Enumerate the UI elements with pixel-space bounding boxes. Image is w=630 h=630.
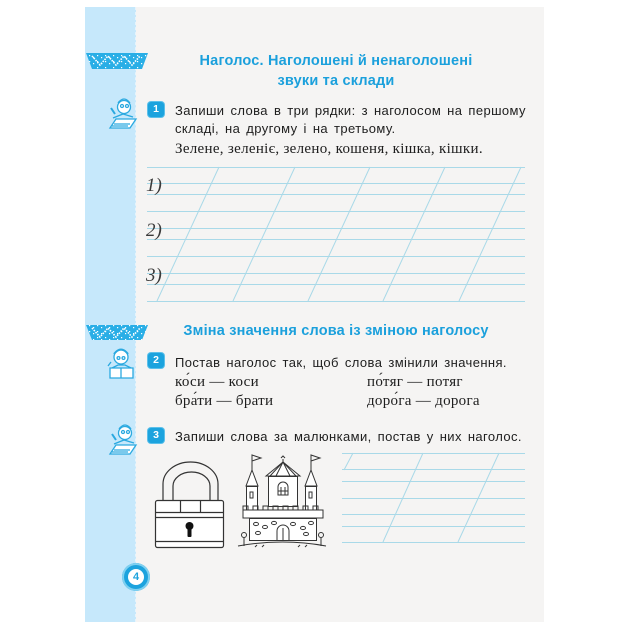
row-label: 3) bbox=[146, 265, 162, 286]
task-words: Зелене, зеленіє, зелено, кошеня, кішка, кішки. bbox=[175, 141, 483, 157]
section-title-line2: звуки та склади bbox=[277, 73, 395, 89]
word-pair: по́тяг — потяг bbox=[367, 374, 463, 390]
task-instruction: складі, на другому і на третьому. bbox=[175, 121, 396, 136]
word-pair: ко́си — коси bbox=[175, 374, 259, 390]
word-pair: бра́ти — брати bbox=[175, 393, 274, 409]
page-number: 4 bbox=[128, 569, 144, 585]
section-title: Зміна значення слова із зміною наголосу bbox=[183, 323, 489, 339]
task-instruction: Постав наголос так, щоб слова змінили значення. bbox=[175, 355, 507, 370]
task-instruction: Запиши слова в три рядки: з наголосом на першому bbox=[175, 103, 526, 118]
task-number-badge: 2 bbox=[148, 353, 164, 368]
task-number-badge: 3 bbox=[148, 428, 164, 443]
row-label: 1) bbox=[146, 175, 162, 196]
task-number-badge: 1 bbox=[148, 102, 164, 117]
row-label: 2) bbox=[146, 220, 162, 241]
page-number-badge bbox=[122, 563, 150, 591]
word-pair: доро́га — дорога bbox=[367, 393, 480, 409]
section-title-line1: Наголос. Наголошені й ненаголошені bbox=[199, 53, 473, 69]
task-instruction: Запиши слова за малюнками, постав у них наголос. bbox=[175, 429, 522, 444]
